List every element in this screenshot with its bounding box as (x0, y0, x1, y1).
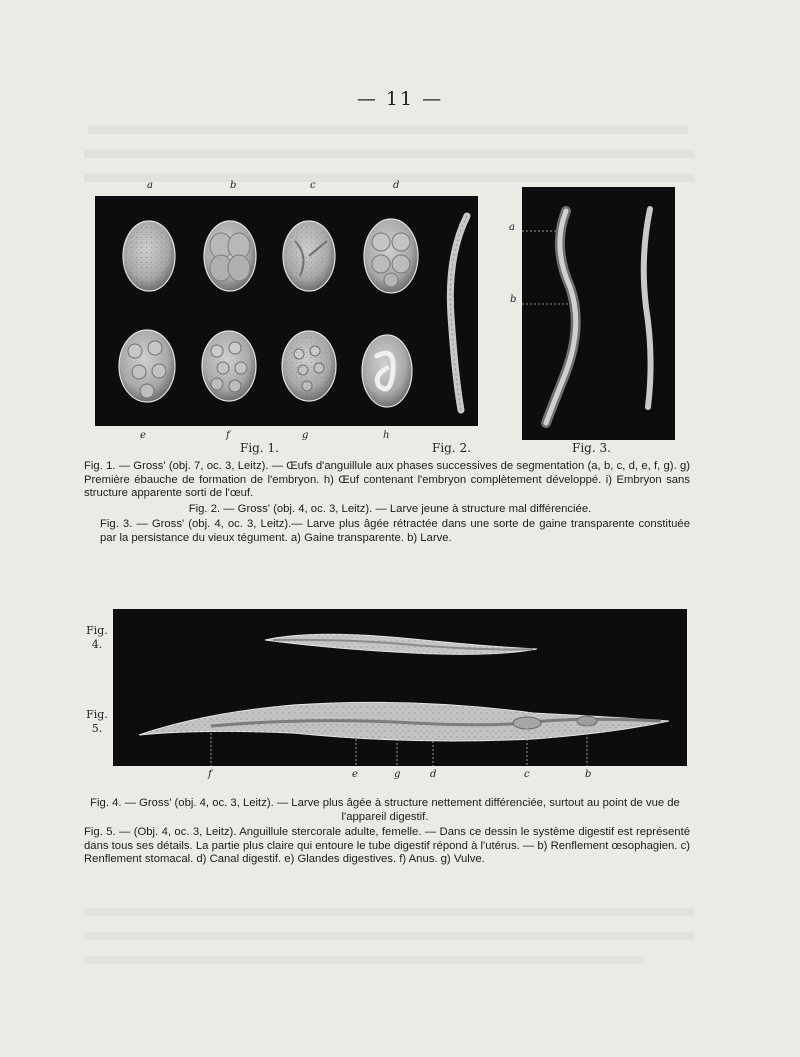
figure3-plate (522, 187, 675, 440)
fig5-esophageal-bulb (577, 716, 597, 726)
fig1-letter-c: c (310, 180, 316, 191)
fig1-letter-e: e (140, 430, 146, 441)
fig5-letter-b: b (585, 769, 592, 780)
fig4-larva (265, 634, 537, 654)
egg-c (283, 221, 335, 291)
fig1-label: Fig. 1. (240, 441, 279, 455)
bleed-through-line (84, 150, 694, 158)
bleed-through-line (84, 908, 694, 916)
fig1-letter-b: b (230, 180, 237, 191)
bleed-through-line (84, 174, 694, 182)
fig5-side-label-text: Fig. 5. (86, 708, 108, 735)
fig1-letter-h: h (383, 430, 390, 441)
egg-e (119, 330, 175, 402)
fig4-side-label (82, 624, 112, 652)
bleed-through-line (88, 126, 688, 134)
figure45-plate (113, 609, 687, 766)
egg-g (282, 331, 336, 401)
fig4-side-label-text: Fig. 4. (86, 624, 108, 651)
fig5-side-label (82, 708, 112, 736)
egg-b (204, 221, 256, 291)
bleed-through-line (84, 956, 644, 964)
fig3-larva-right (644, 209, 651, 407)
caption-fig3: Fig. 3. — Gross' (obj. 4, oc. 3, Leitz).— Larve plus âgée rétractée dans une sorte de gaine transparente constituée par la persistance du vieux tégument. a) Gaine transparente. b) Larve. (100, 518, 690, 544)
figure3-illustration (522, 187, 675, 440)
fig5-letter-d: d (430, 769, 437, 780)
egg-f (202, 331, 256, 401)
fig1-letter-d: d (393, 180, 400, 191)
fig1-letter-f: f (226, 430, 230, 441)
figure1-plate (95, 196, 478, 426)
fig5-letter-g: g (394, 769, 401, 780)
figure45-illustration (113, 609, 687, 766)
fig3-letter-b: b (510, 294, 517, 305)
fig3-letter-a: a (509, 222, 515, 233)
fig2-label: Fig. 2. (432, 441, 471, 455)
page-number: — 11 — (356, 88, 444, 110)
caption-fig5: Fig. 5. — (Obj. 4, oc. 3, Leitz). Anguillule stercorale adulte, femelle. — Dans ce dessin le système digestif est représenté dans tous ses détails. La partie plus claire qui entoure le tube digestif répond à l'utérus. — b) Renflement œsophagien. c) Renflement stomacal. d) Canal digestif. e) Glandes digestives. f) Anus. g) Vulve. (84, 826, 690, 866)
caption-fig4: Fig. 4. — Gross' (obj. 4, oc. 3, Leitz). — Larve plus âgée à structure nettement différenciée, surtout au point de vue de l'appareil digestif. (90, 797, 680, 823)
egg-a (123, 221, 175, 291)
fig2-larva (450, 216, 467, 410)
fig3-label: Fig. 3. (572, 441, 611, 455)
bleed-through-line (84, 932, 694, 940)
fig5-letter-e: e (352, 769, 358, 780)
figure1-illustration (95, 196, 478, 426)
egg-d (364, 219, 418, 293)
egg-h (362, 335, 412, 407)
fig5-letter-f: f (208, 769, 212, 780)
caption-fig1: Fig. 1. — Gross' (obj. 7, oc. 3, Leitz). — Œufs d'anguillule aux phases successives de segmentation (a, b, c, d, e, f, g). g) Première ébauche de formation de l'embryon. h) Œuf contenant l'embryon complètement développé. i) Embryon sans structure apparente sorti de l'œuf. (84, 460, 690, 500)
fig5-adult-female (139, 702, 669, 741)
fig1-letter-g: g (302, 430, 309, 441)
fig5-letter-c: c (524, 769, 530, 780)
caption-fig2: Fig. 2. — Gross' (obj. 4, oc. 3, Leitz). — Larve jeune à structure mal différenciée. (188, 503, 592, 515)
fig1-letter-a: a (147, 180, 153, 191)
